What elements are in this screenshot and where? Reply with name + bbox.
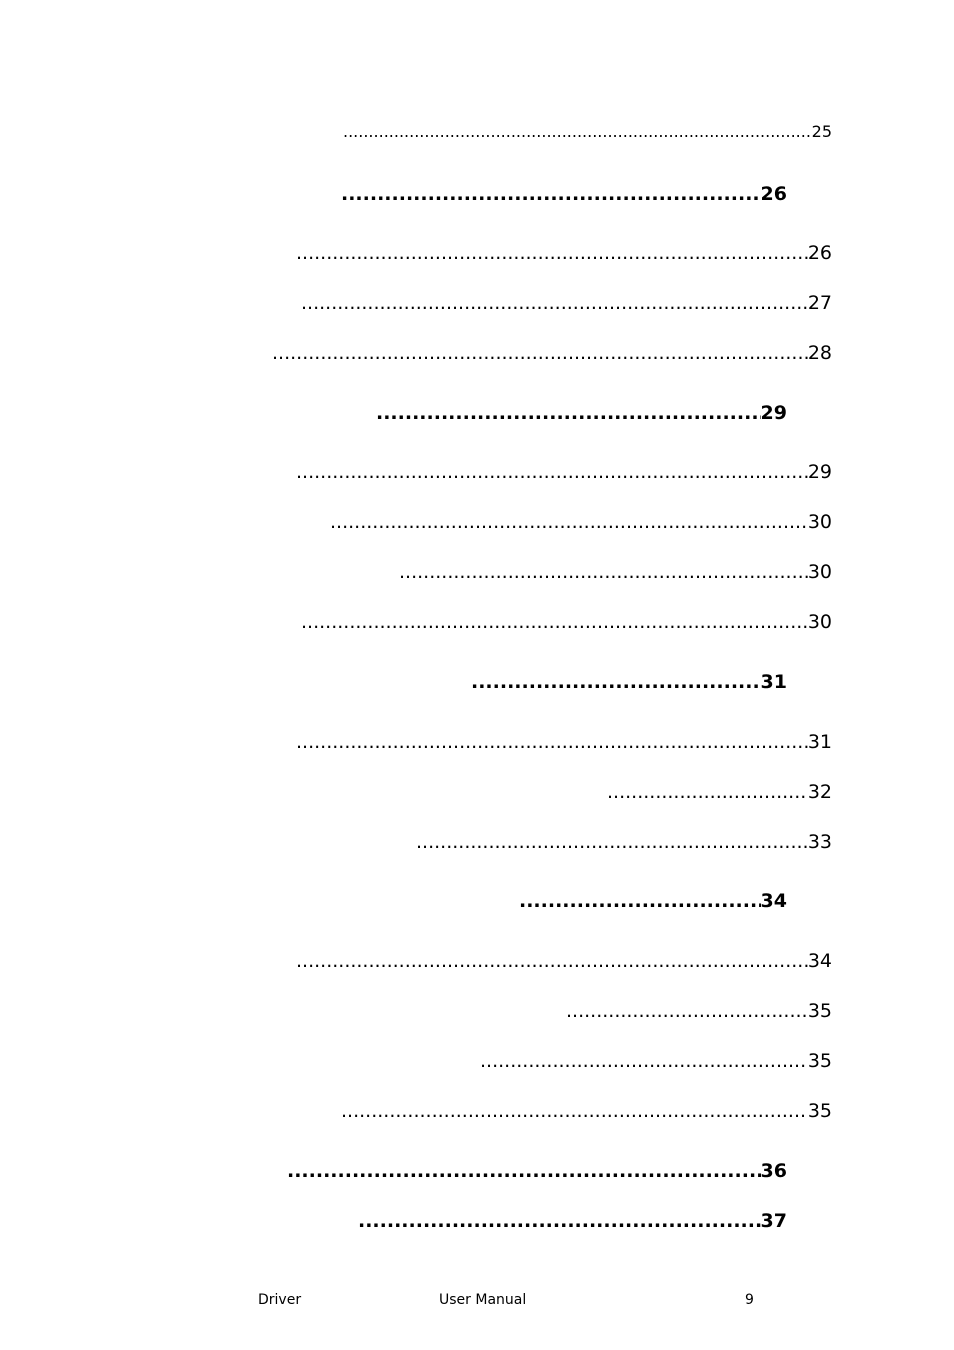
toc-entry[interactable]	[296, 731, 832, 753]
dot-leader	[399, 561, 808, 583]
toc-entry[interactable]	[399, 561, 832, 583]
toc-chapter-entry[interactable]	[358, 1210, 787, 1232]
toc-entry[interactable]	[607, 781, 832, 803]
toc-page-number: 27	[807, 292, 832, 314]
toc-chapter-entry[interactable]	[287, 1160, 787, 1182]
dot-leader	[301, 292, 808, 314]
toc-entry[interactable]	[416, 831, 832, 853]
toc-page-number: 36	[760, 1160, 787, 1182]
dot-leader	[607, 781, 808, 803]
toc-page-number: 26	[760, 183, 787, 205]
toc-page-number: 29	[760, 402, 787, 424]
dot-leader	[358, 1210, 761, 1232]
toc-entry[interactable]	[296, 950, 832, 972]
toc-entry[interactable]	[330, 511, 832, 533]
toc-page-number: 29	[807, 461, 832, 483]
dot-leader	[296, 731, 808, 753]
dot-leader	[519, 890, 761, 912]
dot-leader	[416, 831, 808, 853]
toc-page-number: 32	[807, 781, 832, 803]
dot-leader	[343, 122, 812, 141]
dot-leader	[296, 950, 808, 972]
footer-document-title: User Manual	[439, 1292, 527, 1308]
footer-product-name: Driver	[258, 1292, 302, 1308]
dot-leader	[566, 1000, 808, 1022]
dot-leader	[341, 1100, 808, 1122]
toc-page-number: 34	[760, 890, 787, 912]
dot-leader	[301, 611, 808, 633]
dot-leader	[330, 511, 808, 533]
footer-page-number: 9	[745, 1292, 754, 1308]
toc-entry[interactable]	[272, 342, 832, 364]
toc-page-number: 31	[807, 731, 832, 753]
toc-page-number: 35	[807, 1100, 832, 1122]
dot-leader	[296, 461, 808, 483]
dot-leader	[480, 1050, 808, 1072]
page-footer	[0, 1292, 954, 1312]
toc-page-number: 25	[811, 122, 832, 141]
toc-chapter-entry[interactable]	[471, 671, 787, 693]
toc-entry[interactable]	[301, 611, 832, 633]
dot-leader	[376, 402, 761, 424]
toc-page-number: 26	[807, 242, 832, 264]
toc-page-number: 34	[807, 950, 832, 972]
toc-page-number: 31	[760, 671, 787, 693]
dot-leader	[471, 671, 761, 693]
toc-chapter-entry[interactable]	[341, 183, 787, 205]
toc-entry[interactable]	[296, 461, 832, 483]
toc-entry[interactable]	[343, 122, 832, 141]
toc-entry[interactable]	[480, 1050, 832, 1072]
toc-page-number: 37	[760, 1210, 787, 1232]
dot-leader	[287, 1160, 761, 1182]
toc-chapter-entry[interactable]	[519, 890, 787, 912]
toc-page-number: 35	[807, 1000, 832, 1022]
toc-page-number: 35	[807, 1050, 832, 1072]
toc-entry[interactable]	[301, 292, 832, 314]
toc-entry[interactable]	[296, 242, 832, 264]
toc-page-number: 33	[807, 831, 832, 853]
toc-chapter-entry[interactable]	[376, 402, 787, 424]
toc-page-number: 30	[807, 511, 832, 533]
toc-entry[interactable]	[566, 1000, 832, 1022]
toc-entry[interactable]	[341, 1100, 832, 1122]
toc-page-number: 30	[807, 611, 832, 633]
toc-page-number: 28	[807, 342, 832, 364]
toc-page-number: 30	[807, 561, 832, 583]
dot-leader	[296, 242, 808, 264]
dot-leader	[272, 342, 808, 364]
dot-leader	[341, 183, 761, 205]
